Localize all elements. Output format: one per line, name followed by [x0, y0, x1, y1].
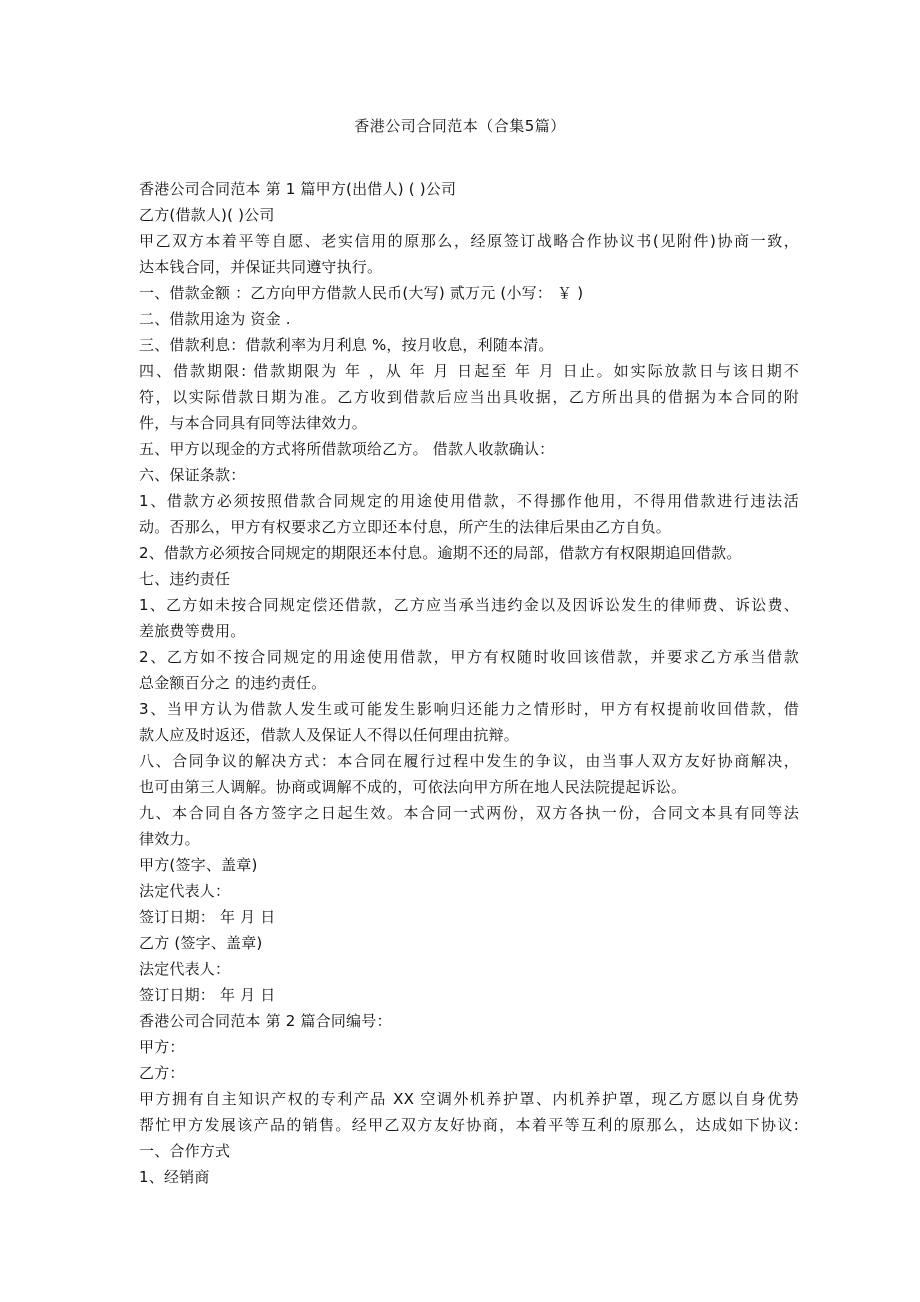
text-line: 达本钱合同，并保证共同遵守执行。	[139, 258, 383, 276]
text-line: 九、本合同自各方签字之日起生效。本合同一式两份，双方各执一份，合同文本具有同等法	[139, 804, 799, 822]
text-line: 差旅费等费用。	[139, 622, 246, 640]
text-line: 法定代表人：	[139, 882, 231, 900]
text-line: 也可由第三人调解。协商或调解不成的，可依法向甲方所在地人民法院提起诉讼。	[139, 778, 687, 796]
text-line: 2、乙方如不按合同规定的用途使用借款，甲方有权随时收回该借款，并要求乙方承当借款	[139, 648, 799, 666]
text-line: 七、违约责任	[139, 570, 231, 588]
text-line: 四、借款期限: 借款期限为 年 ，从 年 月 日起至 年 月 日止。如实际放款日与该日期不	[139, 362, 799, 380]
text-line: 法定代表人：	[139, 960, 231, 978]
text-line: 签订日期： 年 月 日	[139, 908, 276, 926]
document-body	[139, 176, 799, 1190]
text-line: 乙方：	[139, 1064, 185, 1082]
text-line: 动。否那么，甲方有权要求乙方立即还本付息，所产生的法律后果由乙方自负。	[139, 518, 672, 536]
text-line: 1、乙方如未按合同规定偿还借款，乙方应当承当违约金以及因诉讼发生的律师费、诉讼费、	[139, 596, 799, 614]
text-line: 一、借款金额 ：乙方向甲方借款人民币(大写) 贰万元 (小写： ￥ )	[139, 284, 584, 302]
text-line: 律效力。	[139, 830, 200, 848]
document-title: 香港公司合同范本（合集5篇）	[354, 117, 566, 135]
text-line: 甲方：	[139, 1038, 185, 1056]
text-line: 件，与本合同具有同等法律效力。	[139, 414, 368, 432]
text-line: 香港公司合同范本 第 2 篇合同编号：	[139, 1012, 392, 1030]
text-line: 二、借款用途为 资金 .	[139, 310, 291, 328]
text-line: 八、合同争议的解决方式：本合同在履行过程中发生的争议，由当事人双方友好协商解决，	[139, 752, 799, 770]
text-line: 一、合作方式	[139, 1142, 231, 1160]
text-line: 1、经销商	[139, 1168, 210, 1186]
text-line: 乙方(借款人)( )公司	[139, 206, 275, 224]
text-line: 乙方 (签字、盖章)	[139, 934, 263, 952]
text-line: 总金额百分之 的违约责任。	[139, 674, 327, 692]
text-line: 1、借款方必须按照借款合同规定的用途使用借款，不得挪作他用，不得用借款进行违法活	[139, 492, 799, 510]
text-line: 帮忙甲方发展该产品的销售。经甲乙双方友好协商，本着平等互利的原那么，达成如下协议:	[139, 1116, 799, 1134]
text-line: 六、保证条款：	[139, 466, 246, 484]
text-line: 甲方(签字、盖章)	[139, 856, 258, 874]
text-line: 款人应及时返还，借款人及保证人不得以任何理由抗辩。	[139, 726, 520, 744]
text-line: 甲方拥有自主知识产权的专利产品 XX 空调外机养护罩、内机养护罩，现乙方愿以自身优势	[139, 1090, 799, 1108]
text-line: 3、当甲方认为借款人发生或可能发生影响归还能力之情形时，甲方有权提前收回借款，借	[139, 700, 799, 718]
text-line: 2、借款方必须按合同规定的期限还本付息。逾期不还的局部，借款方有权限期追回借款。	[139, 544, 742, 562]
text-line: 甲乙双方本着平等自愿、老实信用的原那么，经原签订战略合作协议书(见附件)协商一致，	[139, 232, 799, 250]
text-line: 签订日期： 年 月 日	[139, 986, 276, 1004]
text-line: 香港公司合同范本 第 1 篇甲方(出借人) ( )公司	[139, 180, 457, 198]
text-line: 五、甲方以现金的方式将所借款项给乙方。 借款人收款确认：	[139, 440, 555, 458]
text-line: 三、借款利息：借款利率为月利息 %，按月收息，利随本清。	[139, 336, 554, 354]
text-line: 符，以实际借款日期为准。乙方收到借款后应当出具收据，乙方所出具的借据为本合同的附	[139, 388, 799, 406]
